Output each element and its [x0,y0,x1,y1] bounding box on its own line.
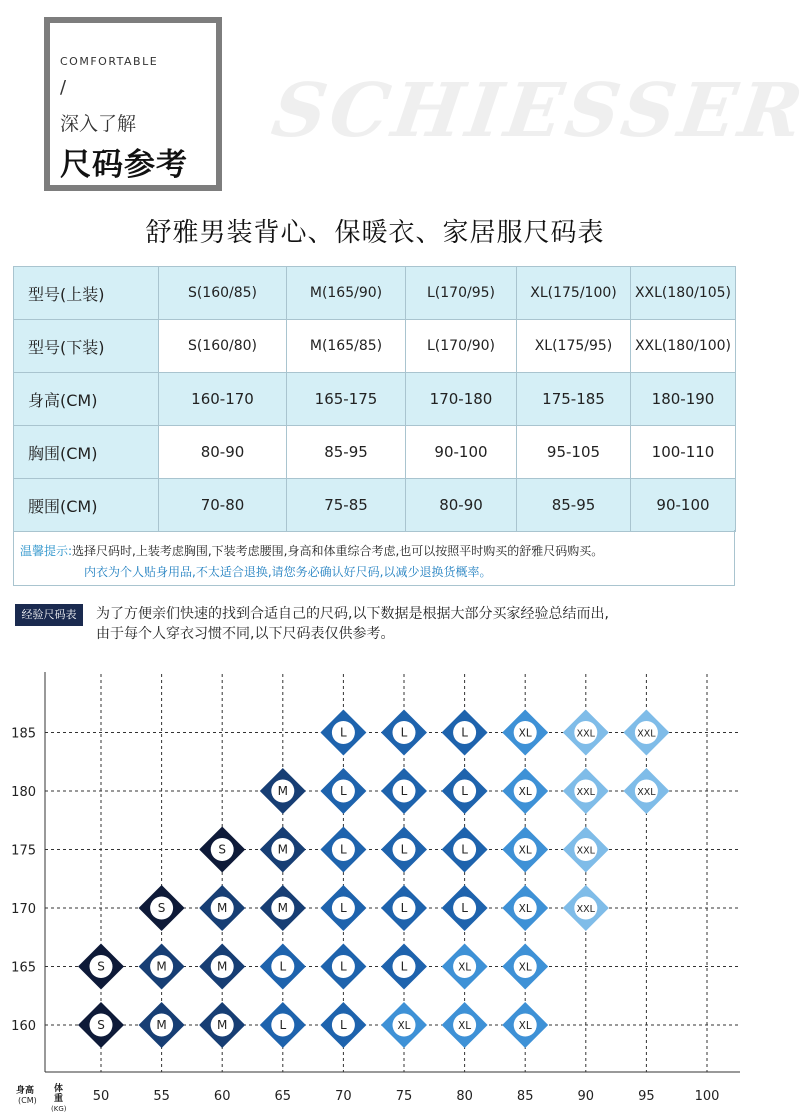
size-marker-label: XL [518,903,532,915]
size-marker [199,1002,245,1048]
size-marker-label: XXL [576,728,595,740]
size-marker [442,768,488,814]
table-cell: 100-110 [631,426,736,479]
x-axis-label [51,1082,67,1113]
size-marker [381,710,427,756]
size-marker-label: XXL [637,787,656,798]
experience-line-1: 为了方便亲们快速的找到合适自己的尺码,以下数据是根据大部分买家经验总结而出, [96,606,609,622]
size-marker [563,827,609,873]
header-box [44,17,222,191]
size-marker [442,827,488,873]
size-marker [320,827,366,873]
size-marker-label: M [277,784,288,798]
size-marker [199,944,245,990]
table-cell: L(170/90) [406,320,517,373]
table-cell: 160-170 [159,373,287,426]
size-marker [260,768,306,814]
table-cell: 80-90 [406,479,517,532]
size-marker-label: L [279,1018,287,1032]
size-marker-label: XL [458,961,472,974]
x-axis-label-name-1: 体 [54,1084,64,1094]
table-cell: 165-175 [287,373,406,426]
size-marker-label: S [157,901,166,915]
size-marker [139,1002,185,1048]
x-tick-label: 95 [638,1089,655,1104]
size-marker [442,1002,488,1048]
size-marker [139,944,185,990]
table-cell: S(160/80) [159,320,287,373]
table-row [14,267,736,320]
y-tick-label: 170 [11,902,36,917]
size-marker [623,710,669,756]
size-marker [320,768,366,814]
size-marker [320,1002,366,1048]
y-axis-label [16,1084,37,1105]
size-marker [502,1002,548,1048]
header-subtitle: 深入了解 [60,113,137,135]
row-header: 胸围(CM) [14,426,159,479]
table-cell: M(165/85) [287,320,406,373]
table-row [14,479,736,532]
table-cell: 90-100 [631,479,736,532]
size-marker [563,710,609,756]
tip-label: 温馨提示: [20,544,73,558]
size-marker [442,944,488,990]
page-title: 舒雅男装背心、保暖衣、家居服尺码表 [145,218,605,248]
x-tick-label: 90 [577,1089,595,1104]
table-cell: 180-190 [631,373,736,426]
chart-points [78,710,669,1049]
table-cell: 85-95 [287,426,406,479]
size-marker-label: L [340,725,347,740]
size-marker [381,885,427,931]
x-tick-labels [93,1089,720,1104]
size-marker-label: XL [518,844,532,857]
size-marker [563,768,609,814]
size-marker-label: M [217,901,228,915]
row-header: 型号(下装) [14,320,159,373]
size-marker-label: L [461,901,468,915]
size-marker-label: L [340,842,347,857]
table-cell: XXL(180/105) [631,267,736,320]
y-axis-label-unit: (CM) [18,1096,37,1105]
size-marker [260,944,306,990]
size-marker-label: L [461,784,468,798]
size-marker [139,885,185,931]
size-marker [320,710,366,756]
size-marker-label: XXL [576,787,595,798]
size-marker [381,1002,427,1048]
size-marker [502,827,548,873]
size-marker [78,944,124,990]
size-marker [381,944,427,990]
size-marker-label: L [461,842,468,857]
size-marker [320,944,366,990]
size-marker [260,1002,306,1048]
size-marker-label: XL [397,1020,411,1032]
tip-line-1 [20,542,603,559]
table-cell: L(170/95) [406,267,517,320]
size-marker [381,827,427,873]
size-marker [260,827,306,873]
size-marker-label: L [340,959,347,974]
table-row [14,373,736,426]
size-marker-label: M [156,959,167,974]
table-cell: 175-185 [517,373,631,426]
experience-badge: 经验尺码表 [15,604,83,626]
comfortable-label: COMFORTABLE [60,55,159,68]
size-marker-label: L [340,901,347,915]
size-marker-label: XL [518,961,532,974]
header-slash: / [60,77,67,98]
size-marker [260,885,306,931]
size-marker-label: S [218,842,227,857]
size-marker-label: XXL [576,904,595,915]
table-cell: M(165/90) [287,267,406,320]
row-header: 身高(CM) [14,373,159,426]
size-marker [199,885,245,931]
size-marker [502,710,548,756]
size-marker [502,885,548,931]
y-axis-label-name: 身高 [16,1086,35,1096]
size-marker-label: M [277,901,288,915]
x-tick-label: 85 [516,1089,534,1104]
header-title: 尺码参考 [60,147,188,183]
table-cell: 80-90 [159,426,287,479]
brand-watermark: SCHIESSER [266,68,811,154]
size-marker [442,885,488,931]
size-marker [502,944,548,990]
y-tick-label: 180 [11,785,36,800]
size-marker [442,710,488,756]
y-tick-label: 175 [11,843,36,859]
x-tick-label: 80 [456,1089,473,1104]
size-marker [563,885,609,931]
table-row [14,320,736,373]
size-marker-label: XXL [576,845,595,857]
table-cell: 170-180 [406,373,517,426]
size-marker-label: L [400,784,408,798]
size-marker-label: L [400,842,408,857]
table-cell: 70-80 [159,479,287,532]
size-marker-label: L [461,725,468,740]
size-marker [199,827,245,873]
row-header: 型号(上装) [14,267,159,320]
size-marker-label: M [217,1018,228,1032]
size-table [13,266,736,532]
size-marker-label: L [340,784,347,798]
size-marker-label: L [340,1018,347,1032]
size-marker-label: M [217,959,228,974]
size-marker [502,768,548,814]
x-tick-label: 65 [274,1089,292,1104]
size-marker-label: XL [518,1020,532,1032]
experience-text [96,604,609,644]
x-tick-label: 50 [92,1089,110,1104]
experience-line-2: 由于每个人穿衣习惯不同,以下尺码表仅供参考。 [96,626,395,642]
size-marker-label: XL [458,1020,472,1032]
tip-text: 选择尺码时,上装考虑胸围,下装考虑腰围,身高和体重综合考虑,也可以按照平时购买的舒雅尺码购买。 [72,544,604,558]
table-cell: 75-85 [287,479,406,532]
size-marker-label: L [400,725,408,740]
size-marker-label: XXL [637,728,656,740]
y-tick-labels [11,727,36,1035]
x-axis-label-name-2: 重 [54,1094,64,1104]
x-tick-label: 70 [335,1089,352,1104]
y-tick-label: 185 [11,726,36,742]
table-row [14,426,736,479]
tip-line-2: 内衣为个人贴身用品,不太适合退换,请您务必确认好尺码,以减少退换货概率。 [84,565,492,579]
table-cell: 90-100 [406,426,517,479]
x-tick-label: 55 [153,1089,170,1104]
size-marker [381,768,427,814]
table-cell: 95-105 [517,426,631,479]
table-cell: S(160/85) [159,267,287,320]
size-marker-label: L [279,959,287,974]
size-marker-label: L [400,901,408,915]
y-tick-label: 160 [11,1019,36,1034]
y-tick-label: 165 [11,960,36,976]
x-tick-label: 75 [395,1089,413,1104]
table-cell: 85-95 [517,479,631,532]
table-cell: XL(175/95) [517,320,631,373]
table-cell: XL(175/100) [517,267,631,320]
size-marker-label: S [97,959,105,974]
size-marker-label: XL [518,786,532,798]
size-marker-label: S [97,1018,105,1032]
size-chart [0,660,750,1120]
size-marker [78,1002,124,1048]
size-marker-label: XL [518,727,532,740]
size-marker [320,885,366,931]
tips-box [13,530,735,586]
size-marker-label: M [277,842,288,857]
x-tick-label: 60 [213,1089,231,1104]
size-marker-label: M [156,1018,167,1032]
x-tick-label: 100 [694,1089,720,1104]
size-marker [623,768,669,814]
row-header: 腰围(CM) [14,479,159,532]
table-cell: XXL(180/100) [631,320,736,373]
x-axis-label-unit: (KG) [51,1105,67,1113]
size-marker-label: L [400,959,408,974]
